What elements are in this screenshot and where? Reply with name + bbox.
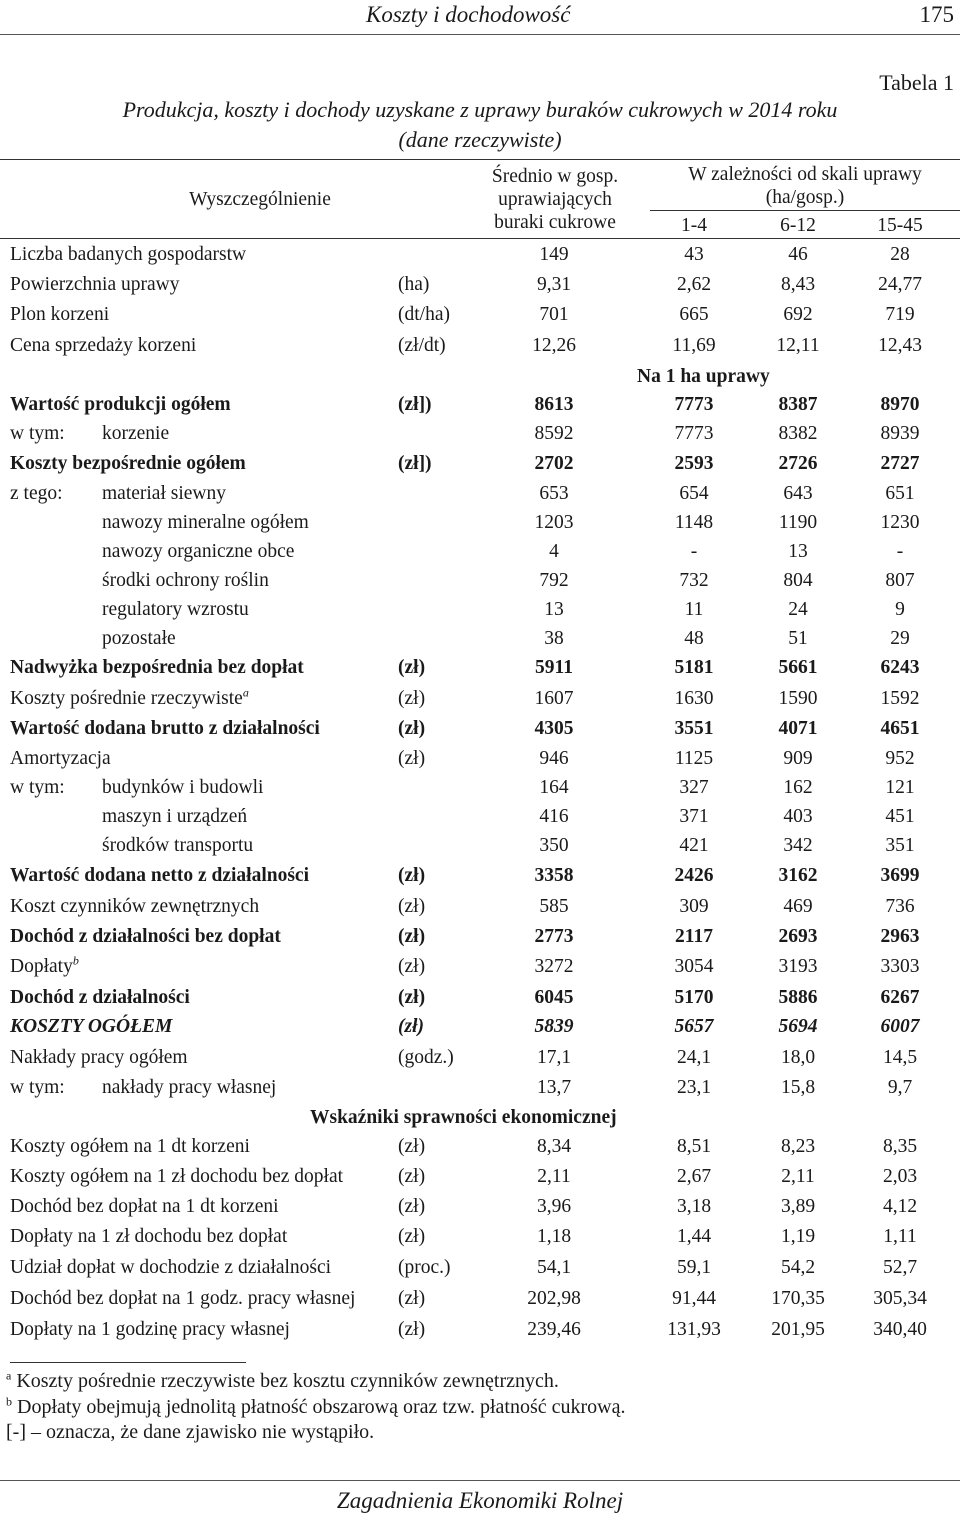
row-sublabel: maszyn i urządzeń	[102, 806, 248, 827]
row-unit: (zł)	[398, 748, 426, 769]
table-row	[0, 1253, 960, 1283]
row-sublabel: nawozy organiczne obce	[102, 541, 295, 562]
row-value-average: 1203	[534, 512, 574, 533]
row-value-scale-15-45: 8939	[880, 423, 920, 444]
row-label: Wartość dodana brutto z działalności	[10, 718, 320, 739]
row-value-scale-6-12: 4071	[778, 718, 818, 739]
table-row	[0, 802, 960, 832]
row-value-average: 13,7	[536, 1077, 572, 1098]
row-value-scale-15-45: 651	[885, 483, 915, 504]
row-value-average: 202,98	[527, 1288, 581, 1309]
row-value-scale-1-4: 59,1	[676, 1257, 712, 1278]
row-value-scale-1-4: 3551	[674, 718, 714, 739]
row-sublabel: korzenie	[102, 423, 170, 444]
row-value-scale-6-12: 3193	[778, 956, 818, 977]
table-row	[0, 684, 960, 714]
row-value-scale-15-45: 3303	[880, 956, 920, 977]
row-value-scale-1-4: 2,67	[676, 1166, 712, 1187]
row-sublabel: nawozy mineralne ogółem	[102, 512, 309, 533]
table-row	[0, 1132, 960, 1162]
footnote-b-text: Dopłaty obejmują jednolitą płatność obszarową oraz tzw. płatność cukrową.	[12, 1396, 626, 1418]
row-label: Koszty bezpośrednie ogółem	[10, 453, 246, 474]
footnote-a-mark: a	[6, 1368, 12, 1383]
row-value-average: 3,96	[536, 1196, 572, 1217]
footnote-a-text: Koszty pośrednie rzeczywiste bez kosztu czynników zewnętrznych.	[11, 1370, 559, 1392]
row-unit: (zł)	[398, 1166, 426, 1187]
row-value-scale-6-12: 2693	[778, 926, 818, 947]
row-unit: (zł/dt)	[398, 335, 446, 356]
header-scale-line2: (ha/gosp.)	[765, 187, 845, 208]
row-unit: (zł)	[398, 688, 426, 709]
row-value-average: 4	[549, 541, 559, 562]
row-value-scale-15-45: 121	[885, 777, 915, 798]
row-value-scale-1-4: 91,44	[672, 1288, 716, 1309]
row-value-scale-15-45: 6007	[880, 1016, 920, 1037]
table-row	[0, 1012, 960, 1042]
row-value-scale-15-45: 1230	[880, 512, 920, 533]
row-value-scale-15-45: 3699	[880, 865, 920, 886]
table-row	[0, 508, 960, 538]
row-label: Koszty ogółem na 1 dt korzeni	[10, 1136, 250, 1157]
row-value-scale-6-12: 170,35	[771, 1288, 825, 1309]
row-unit: (zł)	[398, 926, 426, 947]
header-scale-rule	[650, 210, 960, 211]
row-value-scale-6-12: 8387	[778, 394, 818, 415]
row-value-scale-15-45: 736	[885, 896, 915, 917]
row-value-scale-6-12: 12,11	[776, 335, 820, 356]
footnote-a	[6, 1370, 559, 1393]
row-unit: (zł)	[398, 865, 426, 886]
row-value-scale-1-4: 1125	[674, 748, 714, 769]
row-label: Wartość dodana netto z działalności	[10, 865, 310, 886]
row-value-average: 701	[539, 304, 569, 325]
row-value-average: 1,18	[536, 1226, 572, 1247]
row-value-scale-6-12: 342	[783, 835, 813, 856]
header-top-rule	[0, 159, 960, 160]
table-row	[0, 1222, 960, 1252]
page-number: 175	[919, 2, 954, 27]
table-caption-line2: (dane rzeczywiste)	[398, 127, 562, 152]
row-value-scale-6-12: 1190	[778, 512, 818, 533]
row-value-scale-15-45: 4,12	[882, 1196, 918, 1217]
row-value-scale-6-12: 8,23	[780, 1136, 816, 1157]
row-unit: (zł)	[398, 1136, 426, 1157]
row-value-scale-1-4: 2,62	[676, 274, 712, 295]
row-value-scale-1-4: 24,1	[676, 1047, 712, 1068]
row-unit: (zł)	[398, 987, 426, 1008]
row-value-scale-6-12: 18,0	[780, 1047, 816, 1068]
row-value-scale-15-45: 4651	[880, 718, 920, 739]
row-value-scale-1-4: 371	[679, 806, 709, 827]
table-row	[0, 1073, 960, 1103]
journal-name: Zagadnienia Ekonomiki Rolnej	[336, 1488, 624, 1513]
row-label: Powierzchnia uprawy	[10, 274, 180, 295]
row-value-scale-1-4: -	[690, 541, 698, 562]
table-row	[0, 331, 960, 361]
row-value-scale-15-45: 719	[885, 304, 915, 325]
row-value-scale-6-12: 5886	[778, 987, 818, 1008]
row-value-scale-1-4: 1630	[674, 688, 714, 709]
row-value-average: 54,1	[536, 1257, 572, 1278]
row-value-scale-1-4: 421	[679, 835, 709, 856]
running-head	[0, 0, 960, 35]
row-value-scale-6-12: 2,11	[781, 1166, 815, 1187]
row-label: Koszt czynników zewnętrznych	[10, 896, 260, 917]
row-unit: (zł])	[398, 453, 432, 474]
table-row	[0, 566, 960, 596]
row-label: Dopłaty$^b$	[10, 953, 79, 977]
footnote-b-mark: b	[6, 1394, 12, 1409]
header-bottom-rule	[0, 238, 960, 239]
row-value-average: 5839	[534, 1016, 574, 1037]
table-row	[0, 983, 960, 1013]
row-label: w tym:	[10, 777, 65, 798]
row-unit: (dt/ha)	[398, 304, 450, 325]
row-label: Dochód z działalności bez dopłat	[10, 926, 281, 947]
row-unit: (zł])	[398, 394, 432, 415]
row-value-scale-15-45: 6243	[880, 657, 920, 678]
row-value-scale-1-4: 2117	[675, 926, 713, 947]
section-efficiency: Wskaźniki sprawności ekonomicznej	[310, 1107, 617, 1128]
row-value-scale-6-12: 3,89	[780, 1196, 816, 1217]
row-value-scale-6-12: 5661	[778, 657, 818, 678]
row-value-average: 6045	[534, 987, 574, 1008]
table-row	[0, 300, 960, 330]
row-value-scale-6-12: 24	[788, 599, 808, 620]
row-value-scale-1-4: 131,93	[667, 1319, 721, 1340]
row-value-scale-1-4: 309	[679, 896, 709, 917]
row-value-scale-15-45: 952	[885, 748, 915, 769]
row-unit: (zł)	[398, 1196, 426, 1217]
row-value-average: 149	[539, 244, 569, 265]
row-value-average: 3358	[534, 865, 574, 886]
row-unit: (zł)	[398, 896, 426, 917]
header-scale-line1: W zależności od skali uprawy	[688, 164, 922, 185]
row-value-average: 2702	[534, 453, 574, 474]
row-label: Koszty ogółem na 1 zł dochodu bez dopłat	[10, 1166, 344, 1187]
row-value-scale-6-12: 15,8	[780, 1077, 816, 1098]
row-value-scale-6-12: 8382	[778, 423, 818, 444]
row-value-scale-1-4: 1,44	[676, 1226, 712, 1247]
header-avg-line1: Średnio w gosp.	[491, 166, 619, 187]
row-value-scale-1-4: 7773	[674, 394, 714, 415]
row-sublabel: regulatory wzrostu	[102, 599, 249, 620]
row-value-scale-1-4: 654	[679, 483, 709, 504]
row-unit: (zł)	[398, 1226, 426, 1247]
row-unit: (zł)	[398, 718, 426, 739]
row-value-average: 3272	[534, 956, 574, 977]
row-label: z tego:	[10, 483, 63, 504]
row-sublabel: środki ochrony roślin	[102, 570, 269, 591]
row-value-scale-15-45: 29	[890, 628, 910, 649]
table-row	[0, 653, 960, 683]
row-value-average: 8,34	[536, 1136, 572, 1157]
row-value-scale-1-4: 3054	[674, 956, 714, 977]
row-sublabel: budynków i budowli	[102, 777, 264, 798]
row-label: Udział dopłat w dochodzie z działalności	[10, 1257, 332, 1278]
row-value-scale-1-4: 3,18	[676, 1196, 712, 1217]
row-value-scale-6-12: 1590	[778, 688, 818, 709]
row-value-average: 8613	[534, 394, 574, 415]
row-sublabel: materiał siewny	[102, 483, 226, 504]
row-value-scale-6-12: 2726	[778, 453, 818, 474]
row-label: Dopłaty na 1 godzinę pracy własnej	[10, 1319, 290, 1340]
table-row	[0, 1162, 960, 1192]
row-value-average: 4305	[534, 718, 574, 739]
row-value-average: 350	[539, 835, 569, 856]
row-value-average: 38	[544, 628, 564, 649]
row-value-scale-15-45: 451	[885, 806, 915, 827]
row-label: Dochód bez dopłat na 1 dt korzeni	[10, 1196, 279, 1217]
row-value-scale-15-45: 351	[885, 835, 915, 856]
row-value-scale-6-12: 909	[783, 748, 813, 769]
row-unit: (proc.)	[398, 1257, 451, 1278]
row-value-average: 13	[544, 599, 564, 620]
row-label: Wartość produkcji ogółem	[10, 394, 231, 415]
table-row	[0, 952, 960, 982]
row-value-scale-6-12: 469	[783, 896, 813, 917]
row-value-scale-6-12: 54,2	[780, 1257, 816, 1278]
row-value-scale-6-12: 5694	[778, 1016, 818, 1037]
row-value-scale-15-45: 340,40	[873, 1319, 927, 1340]
footnote-b	[6, 1396, 626, 1419]
row-value-scale-1-4: 11,69	[672, 335, 716, 356]
row-label: Koszty pośrednie rzeczywiste$^a$	[10, 685, 249, 709]
footnote-rule	[10, 1362, 246, 1363]
table-row	[0, 714, 960, 744]
row-value-scale-6-12: 403	[783, 806, 813, 827]
row-value-average: 946	[539, 748, 569, 769]
footnote-dash	[6, 1421, 374, 1444]
row-value-scale-6-12: 13	[788, 541, 808, 562]
row-value-scale-6-12: 3162	[778, 865, 818, 886]
row-label: Dochód z działalności	[10, 987, 190, 1008]
row-value-scale-1-4: 2593	[674, 453, 714, 474]
table-row	[0, 624, 960, 654]
row-value-scale-1-4: 23,1	[676, 1077, 712, 1098]
header-scale-1: 1-4	[681, 215, 707, 236]
row-value-scale-1-4: 1148	[674, 512, 714, 533]
row-value-scale-15-45: -	[896, 541, 904, 562]
row-value-scale-15-45: 1592	[880, 688, 920, 709]
row-unit: (zł)	[398, 1319, 426, 1340]
row-value-scale-1-4: 5170	[674, 987, 714, 1008]
row-unit: (zł)	[398, 657, 426, 678]
row-value-scale-6-12: 643	[783, 483, 813, 504]
row-value-scale-6-12: 8,43	[780, 274, 816, 295]
table-row	[0, 270, 960, 300]
row-value-scale-6-12: 692	[783, 304, 813, 325]
table-row	[0, 773, 960, 803]
row-value-scale-6-12: 804	[783, 570, 813, 591]
row-value-scale-15-45: 8970	[880, 394, 920, 415]
row-value-scale-6-12: 201,95	[771, 1319, 825, 1340]
table-row	[0, 449, 960, 479]
row-value-scale-15-45: 2963	[880, 926, 920, 947]
row-value-scale-15-45: 1,11	[883, 1226, 917, 1247]
row-value-scale-15-45: 52,7	[882, 1257, 918, 1278]
table-caption-line1: Produkcja, koszty i dochody uzyskane z uprawy buraków cukrowych w 2014 roku	[122, 97, 838, 122]
row-value-scale-15-45: 9	[895, 599, 905, 620]
running-head-title: Koszty i dochodowość	[366, 2, 571, 27]
row-value-scale-15-45: 2727	[880, 453, 920, 474]
table-label: Tabela 1	[879, 70, 954, 95]
row-value-scale-1-4: 5657	[674, 1016, 714, 1037]
row-value-average: 8592	[534, 423, 574, 444]
row-value-scale-15-45: 8,35	[882, 1136, 918, 1157]
row-value-scale-1-4: 732	[679, 570, 709, 591]
row-value-average: 2773	[534, 926, 574, 947]
row-unit: (zł)	[398, 1016, 424, 1037]
footnote-marker: b	[72, 953, 79, 968]
row-unit: (zł)	[398, 956, 426, 977]
row-value-scale-1-4: 48	[684, 628, 704, 649]
row-value-average: 792	[539, 570, 569, 591]
row-value-average: 5911	[535, 657, 573, 678]
table-row	[0, 537, 960, 567]
header-scale-3: 15-45	[877, 215, 923, 236]
table-row	[0, 744, 960, 774]
table-row	[0, 1284, 960, 1314]
table-row	[0, 1043, 960, 1073]
row-value-scale-15-45: 2,03	[882, 1166, 918, 1187]
row-label: Cena sprzedaży korzeni	[10, 335, 197, 356]
row-label: Plon korzeni	[10, 304, 110, 325]
row-sublabel: pozostałe	[102, 628, 176, 649]
row-value-scale-6-12: 162	[783, 777, 813, 798]
row-value-scale-1-4: 5181	[674, 657, 714, 678]
row-value-scale-1-4: 11	[684, 599, 704, 620]
row-value-scale-15-45: 6267	[880, 987, 920, 1008]
row-label: Amortyzacja	[10, 748, 111, 769]
row-value-scale-15-45: 9,7	[887, 1077, 913, 1098]
table-row	[0, 831, 960, 861]
footnote-dash-text: [-] – oznacza, że dane zjawisko nie wystąpiło.	[6, 1421, 375, 1443]
row-label: KOSZTY OGÓŁEM	[10, 1016, 173, 1037]
row-value-average: 416	[539, 806, 569, 827]
row-unit: (ha)	[398, 274, 430, 295]
row-value-average: 653	[539, 483, 569, 504]
table-row	[0, 922, 960, 952]
row-value-average: 9,31	[536, 274, 572, 295]
table-row	[0, 595, 960, 625]
row-value-scale-15-45: 12,43	[878, 335, 922, 356]
row-value-average: 239,46	[527, 1319, 581, 1340]
table-row	[0, 390, 960, 420]
table-row	[0, 240, 960, 270]
table-row	[0, 419, 960, 449]
row-sublabel: środków transportu	[102, 835, 254, 856]
row-value-average: 1607	[534, 688, 574, 709]
row-sublabel: nakłady pracy własnej	[102, 1077, 277, 1098]
row-value-average: 164	[539, 777, 569, 798]
row-label: w tym:	[10, 1077, 65, 1098]
row-value-scale-1-4: 43	[684, 244, 704, 265]
header-spec: Wyszczególnienie	[189, 189, 331, 210]
row-label: Nakłady pracy ogółem	[10, 1047, 188, 1068]
row-unit: (godz.)	[398, 1047, 454, 1068]
row-value-scale-6-12: 1,19	[780, 1226, 816, 1247]
row-value-scale-15-45: 24,77	[878, 274, 922, 295]
row-value-average: 12,26	[532, 335, 576, 356]
row-label: Dochód bez dopłat na 1 godz. pracy własnej	[10, 1288, 356, 1309]
header-avg-line3: buraki cukrowe	[494, 212, 616, 233]
row-value-scale-15-45: 14,5	[882, 1047, 918, 1068]
section-per-ha: Na 1 ha uprawy	[637, 366, 770, 387]
row-value-scale-1-4: 327	[679, 777, 709, 798]
table-row	[0, 1315, 960, 1345]
row-value-scale-15-45: 807	[885, 570, 915, 591]
footnote-marker: a	[242, 685, 249, 700]
header-scale-2: 6-12	[780, 215, 816, 236]
row-value-average: 2,11	[537, 1166, 571, 1187]
table-row	[0, 479, 960, 509]
row-label: Dopłaty na 1 zł dochodu bez dopłat	[10, 1226, 288, 1247]
row-unit: (zł)	[398, 1288, 426, 1309]
table-row	[0, 861, 960, 891]
row-value-scale-15-45: 305,34	[873, 1288, 927, 1309]
row-value-average: 17,1	[536, 1047, 572, 1068]
bottom-rule	[0, 1480, 960, 1481]
row-value-scale-15-45: 28	[890, 244, 910, 265]
row-value-scale-6-12: 46	[788, 244, 808, 265]
table-row	[0, 1192, 960, 1222]
header-avg-line2: uprawiających	[498, 189, 612, 210]
table-row	[0, 892, 960, 922]
row-label: Nadwyżka bezpośrednia bez dopłat	[10, 657, 304, 678]
row-value-average: 585	[539, 896, 569, 917]
row-value-scale-6-12: 51	[788, 628, 808, 649]
row-value-scale-1-4: 665	[679, 304, 709, 325]
row-label: w tym:	[10, 423, 65, 444]
row-label: Liczba badanych gospodarstw	[10, 244, 247, 265]
row-value-scale-1-4: 8,51	[676, 1136, 712, 1157]
row-value-scale-1-4: 7773	[674, 423, 714, 444]
row-value-scale-1-4: 2426	[674, 865, 714, 886]
